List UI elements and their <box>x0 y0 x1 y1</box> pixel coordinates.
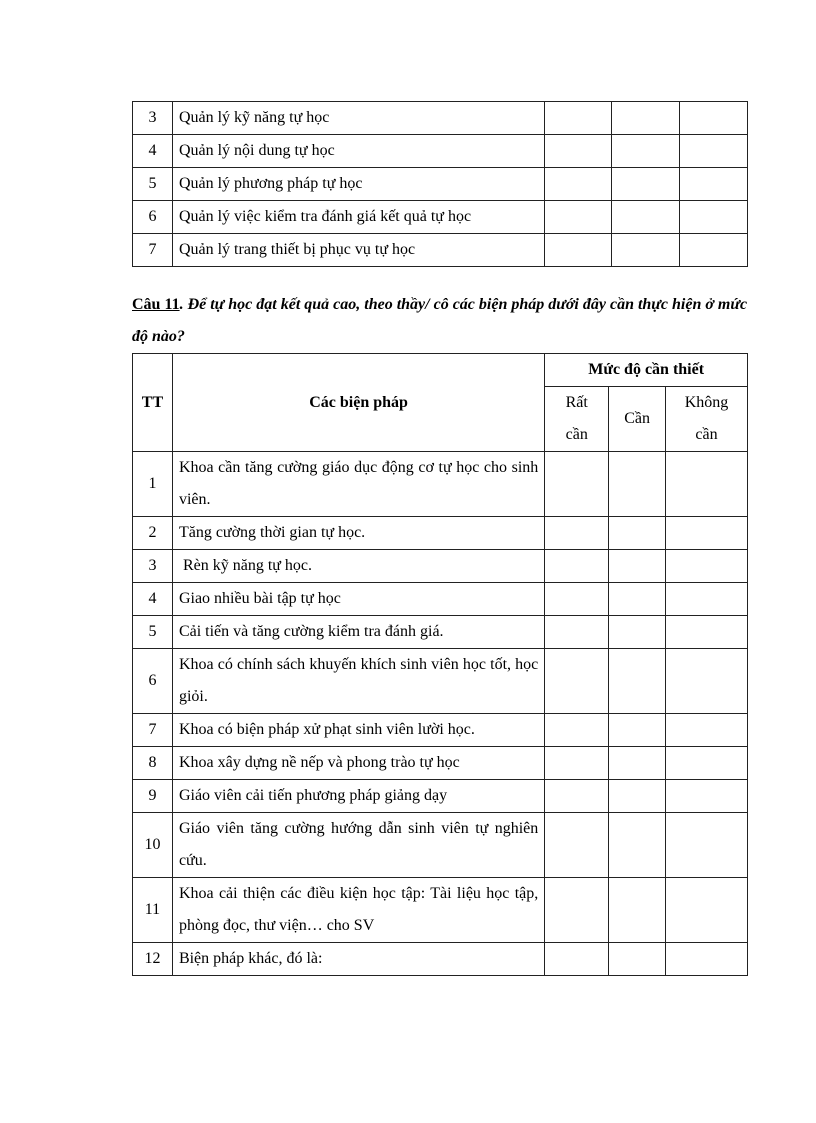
answer-cell[interactable] <box>612 102 680 135</box>
row-text: Giáo viên cải tiến phương pháp giảng dạy <box>172 780 544 813</box>
answer-cell[interactable] <box>545 234 612 267</box>
row-text: Quản lý nội dung tự học <box>172 135 544 168</box>
row-number: 4 <box>133 583 173 616</box>
row-number: 7 <box>133 714 173 747</box>
management-table <box>132 101 748 267</box>
table-row <box>133 813 748 878</box>
row-number: 5 <box>133 616 173 649</box>
not-needed-cell[interactable] <box>666 714 748 747</box>
answer-cell[interactable] <box>545 102 612 135</box>
table-row <box>133 452 748 517</box>
header-tt: TT <box>133 354 173 452</box>
very-needed-cell[interactable] <box>545 550 609 583</box>
very-needed-cell[interactable] <box>545 583 609 616</box>
needed-cell[interactable] <box>609 550 666 583</box>
row-text: Quản lý trang thiết bị phục vụ tự học <box>172 234 544 267</box>
row-text: Quản lý việc kiểm tra đánh giá kết quả tự học <box>172 201 544 234</box>
table-row <box>133 747 748 780</box>
row-text: Rèn kỹ năng tự học. <box>172 550 544 583</box>
answer-cell[interactable] <box>612 135 680 168</box>
table-row <box>133 878 748 943</box>
not-needed-cell[interactable] <box>666 452 748 517</box>
answer-cell[interactable] <box>680 102 748 135</box>
row-text: Tăng cường thời gian tự học. <box>172 517 544 550</box>
table-row <box>133 135 748 168</box>
very-needed-line2: cần <box>565 426 588 443</box>
very-needed-cell[interactable] <box>545 649 609 714</box>
answer-cell[interactable] <box>680 168 748 201</box>
row-text: Biện pháp khác, đó là: <box>172 943 544 976</box>
table-row <box>133 943 748 976</box>
needed-cell[interactable] <box>609 878 666 943</box>
very-needed-cell[interactable] <box>545 780 609 813</box>
very-needed-line1: Rất <box>565 394 588 411</box>
row-text: Cải tiến và tăng cường kiểm tra đánh giá. <box>172 616 544 649</box>
answer-cell[interactable] <box>545 135 612 168</box>
row-number: 7 <box>133 234 173 267</box>
table-row <box>133 201 748 234</box>
row-number: 9 <box>133 780 173 813</box>
not-needed-cell[interactable] <box>666 550 748 583</box>
row-number: 1 <box>133 452 173 517</box>
row-number: 5 <box>133 168 173 201</box>
table-row <box>133 616 748 649</box>
row-text: Giáo viên tăng cường hướng dẫn sinh viên tự nghiên cứu. <box>172 813 544 878</box>
answer-cell[interactable] <box>680 201 748 234</box>
header-level: Mức độ cần thiết <box>545 354 748 387</box>
not-needed-cell[interactable] <box>666 649 748 714</box>
row-text: Giao nhiều bài tập tự học <box>172 583 544 616</box>
question-text: . Để tự học đạt kết quả cao, theo thầy/ cô các biện pháp dưới đây cần thực hiện ở mức độ nào? <box>132 296 748 345</box>
row-number: 6 <box>133 201 173 234</box>
table-row <box>133 780 748 813</box>
very-needed-cell[interactable] <box>545 517 609 550</box>
very-needed-cell[interactable] <box>545 452 609 517</box>
row-number: 3 <box>133 102 173 135</box>
very-needed-cell[interactable] <box>545 813 609 878</box>
row-number: 2 <box>133 517 173 550</box>
very-needed-cell[interactable] <box>545 714 609 747</box>
table-row <box>133 168 748 201</box>
not-needed-cell[interactable] <box>666 943 748 976</box>
table-row <box>133 649 748 714</box>
needed-cell[interactable] <box>609 747 666 780</box>
answer-cell[interactable] <box>680 234 748 267</box>
row-number: 8 <box>133 747 173 780</box>
not-needed-cell[interactable] <box>666 517 748 550</box>
table-row <box>133 234 748 267</box>
not-needed-cell[interactable] <box>666 878 748 943</box>
row-number: 3 <box>133 550 173 583</box>
question-11 <box>132 289 748 353</box>
answer-cell[interactable] <box>545 168 612 201</box>
very-needed-cell[interactable] <box>545 878 609 943</box>
table-row <box>133 714 748 747</box>
row-number: 11 <box>133 878 173 943</box>
answer-cell[interactable] <box>680 135 748 168</box>
row-number: 4 <box>133 135 173 168</box>
needed-cell[interactable] <box>609 616 666 649</box>
header-not-needed <box>666 387 748 452</box>
row-text: Khoa có chính sách khuyến khích sinh viên học tốt, học giỏi. <box>172 649 544 714</box>
very-needed-cell[interactable] <box>545 943 609 976</box>
needed-cell[interactable] <box>609 583 666 616</box>
row-number: 12 <box>133 943 173 976</box>
row-text: Quản lý phương pháp tự học <box>172 168 544 201</box>
not-needed-cell[interactable] <box>666 747 748 780</box>
row-number: 6 <box>133 649 173 714</box>
row-text: Khoa có biện pháp xử phạt sinh viên lười học. <box>172 714 544 747</box>
row-text: Quản lý kỹ năng tự học <box>172 102 544 135</box>
answer-cell[interactable] <box>612 201 680 234</box>
row-text: Khoa cần tăng cường giáo dục động cơ tự học cho sinh viên. <box>172 452 544 517</box>
not-needed-cell[interactable] <box>666 780 748 813</box>
very-needed-cell[interactable] <box>545 616 609 649</box>
header-row <box>133 354 748 387</box>
table-row <box>133 550 748 583</box>
needed-cell[interactable] <box>609 943 666 976</box>
answer-cell[interactable] <box>612 168 680 201</box>
header-measures: Các biện pháp <box>172 354 544 452</box>
measures-table <box>132 353 748 976</box>
needed-cell[interactable] <box>609 780 666 813</box>
answer-cell[interactable] <box>612 234 680 267</box>
not-needed-line2: cần <box>695 426 718 443</box>
table-row <box>133 583 748 616</box>
needed-cell[interactable] <box>609 813 666 878</box>
header-needed: Cần <box>609 387 666 452</box>
needed-cell[interactable] <box>609 649 666 714</box>
header-very-needed <box>545 387 609 452</box>
answer-cell[interactable] <box>545 201 612 234</box>
question-label: Câu 11 <box>132 296 180 313</box>
needed-cell[interactable] <box>609 452 666 517</box>
not-needed-line1: Không <box>684 394 729 411</box>
not-needed-cell[interactable] <box>666 813 748 878</box>
not-needed-cell[interactable] <box>666 616 748 649</box>
row-text: Khoa xây dựng nề nếp và phong trào tự học <box>172 747 544 780</box>
not-needed-cell[interactable] <box>666 583 748 616</box>
row-number: 10 <box>133 813 173 878</box>
very-needed-cell[interactable] <box>545 747 609 780</box>
needed-cell[interactable] <box>609 517 666 550</box>
table-row <box>133 517 748 550</box>
table-row <box>133 102 748 135</box>
needed-cell[interactable] <box>609 714 666 747</box>
row-text: Khoa cải thiện các điều kiện học tập: Tài liệu học tập, phòng đọc, thư viện… cho SV <box>172 878 544 943</box>
